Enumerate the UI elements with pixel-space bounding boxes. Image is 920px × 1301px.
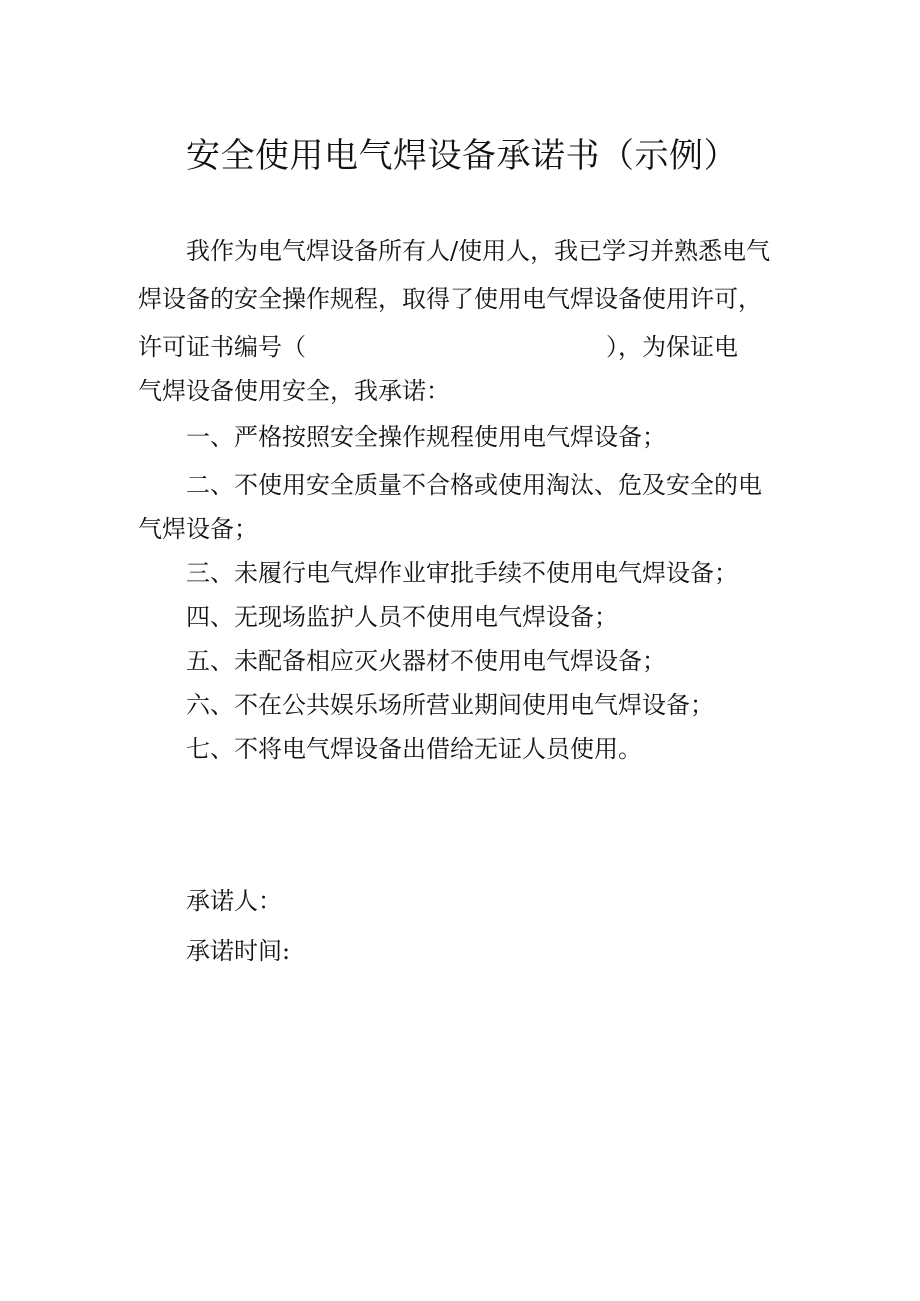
document-title: 安全使用电气焊设备承诺书（示例） bbox=[186, 136, 738, 176]
pledge-item-5: 五、未配备相应灭火器材不使用电气焊设备； bbox=[186, 647, 666, 675]
pledge-time-label: 承诺时间: bbox=[186, 937, 291, 965]
intro-line-3-end: ），为保证电 bbox=[606, 333, 738, 361]
pledge-item-4: 四、无现场监护人员不使用电气焊设备； bbox=[186, 603, 618, 631]
pledge-item-6: 六、不在公共娱乐场所营业期间使用电气焊设备； bbox=[186, 691, 714, 719]
intro-line-2: 焊设备的安全操作规程，取得了使用电气焊设备使用许可， bbox=[138, 285, 762, 313]
intro-line-1: 我作为电气焊设备所有人/使用人，我已学习并熟悉电气 bbox=[186, 237, 771, 265]
pledge-item-1: 一、严格按照安全操作规程使用电气焊设备； bbox=[186, 423, 666, 451]
intro-line-4: 气焊设备使用安全，我承诺： bbox=[138, 377, 450, 405]
pledge-item-7: 七、不将电气焊设备出借给无证人员使用。 bbox=[186, 735, 642, 763]
pledge-item-2-line-1: 二、不使用安全质量不合格或使用淘汰、危及安全的电 bbox=[186, 471, 762, 499]
intro-line-3 bbox=[138, 330, 778, 364]
pledger-label: 承诺人： bbox=[186, 887, 282, 915]
pledge-item-2-line-2: 气焊设备； bbox=[138, 515, 258, 543]
certificate-number-label: 许可证书编号（ bbox=[138, 333, 306, 361]
pledge-item-3: 三、未履行电气焊作业审批手续不使用电气焊设备； bbox=[186, 559, 738, 587]
